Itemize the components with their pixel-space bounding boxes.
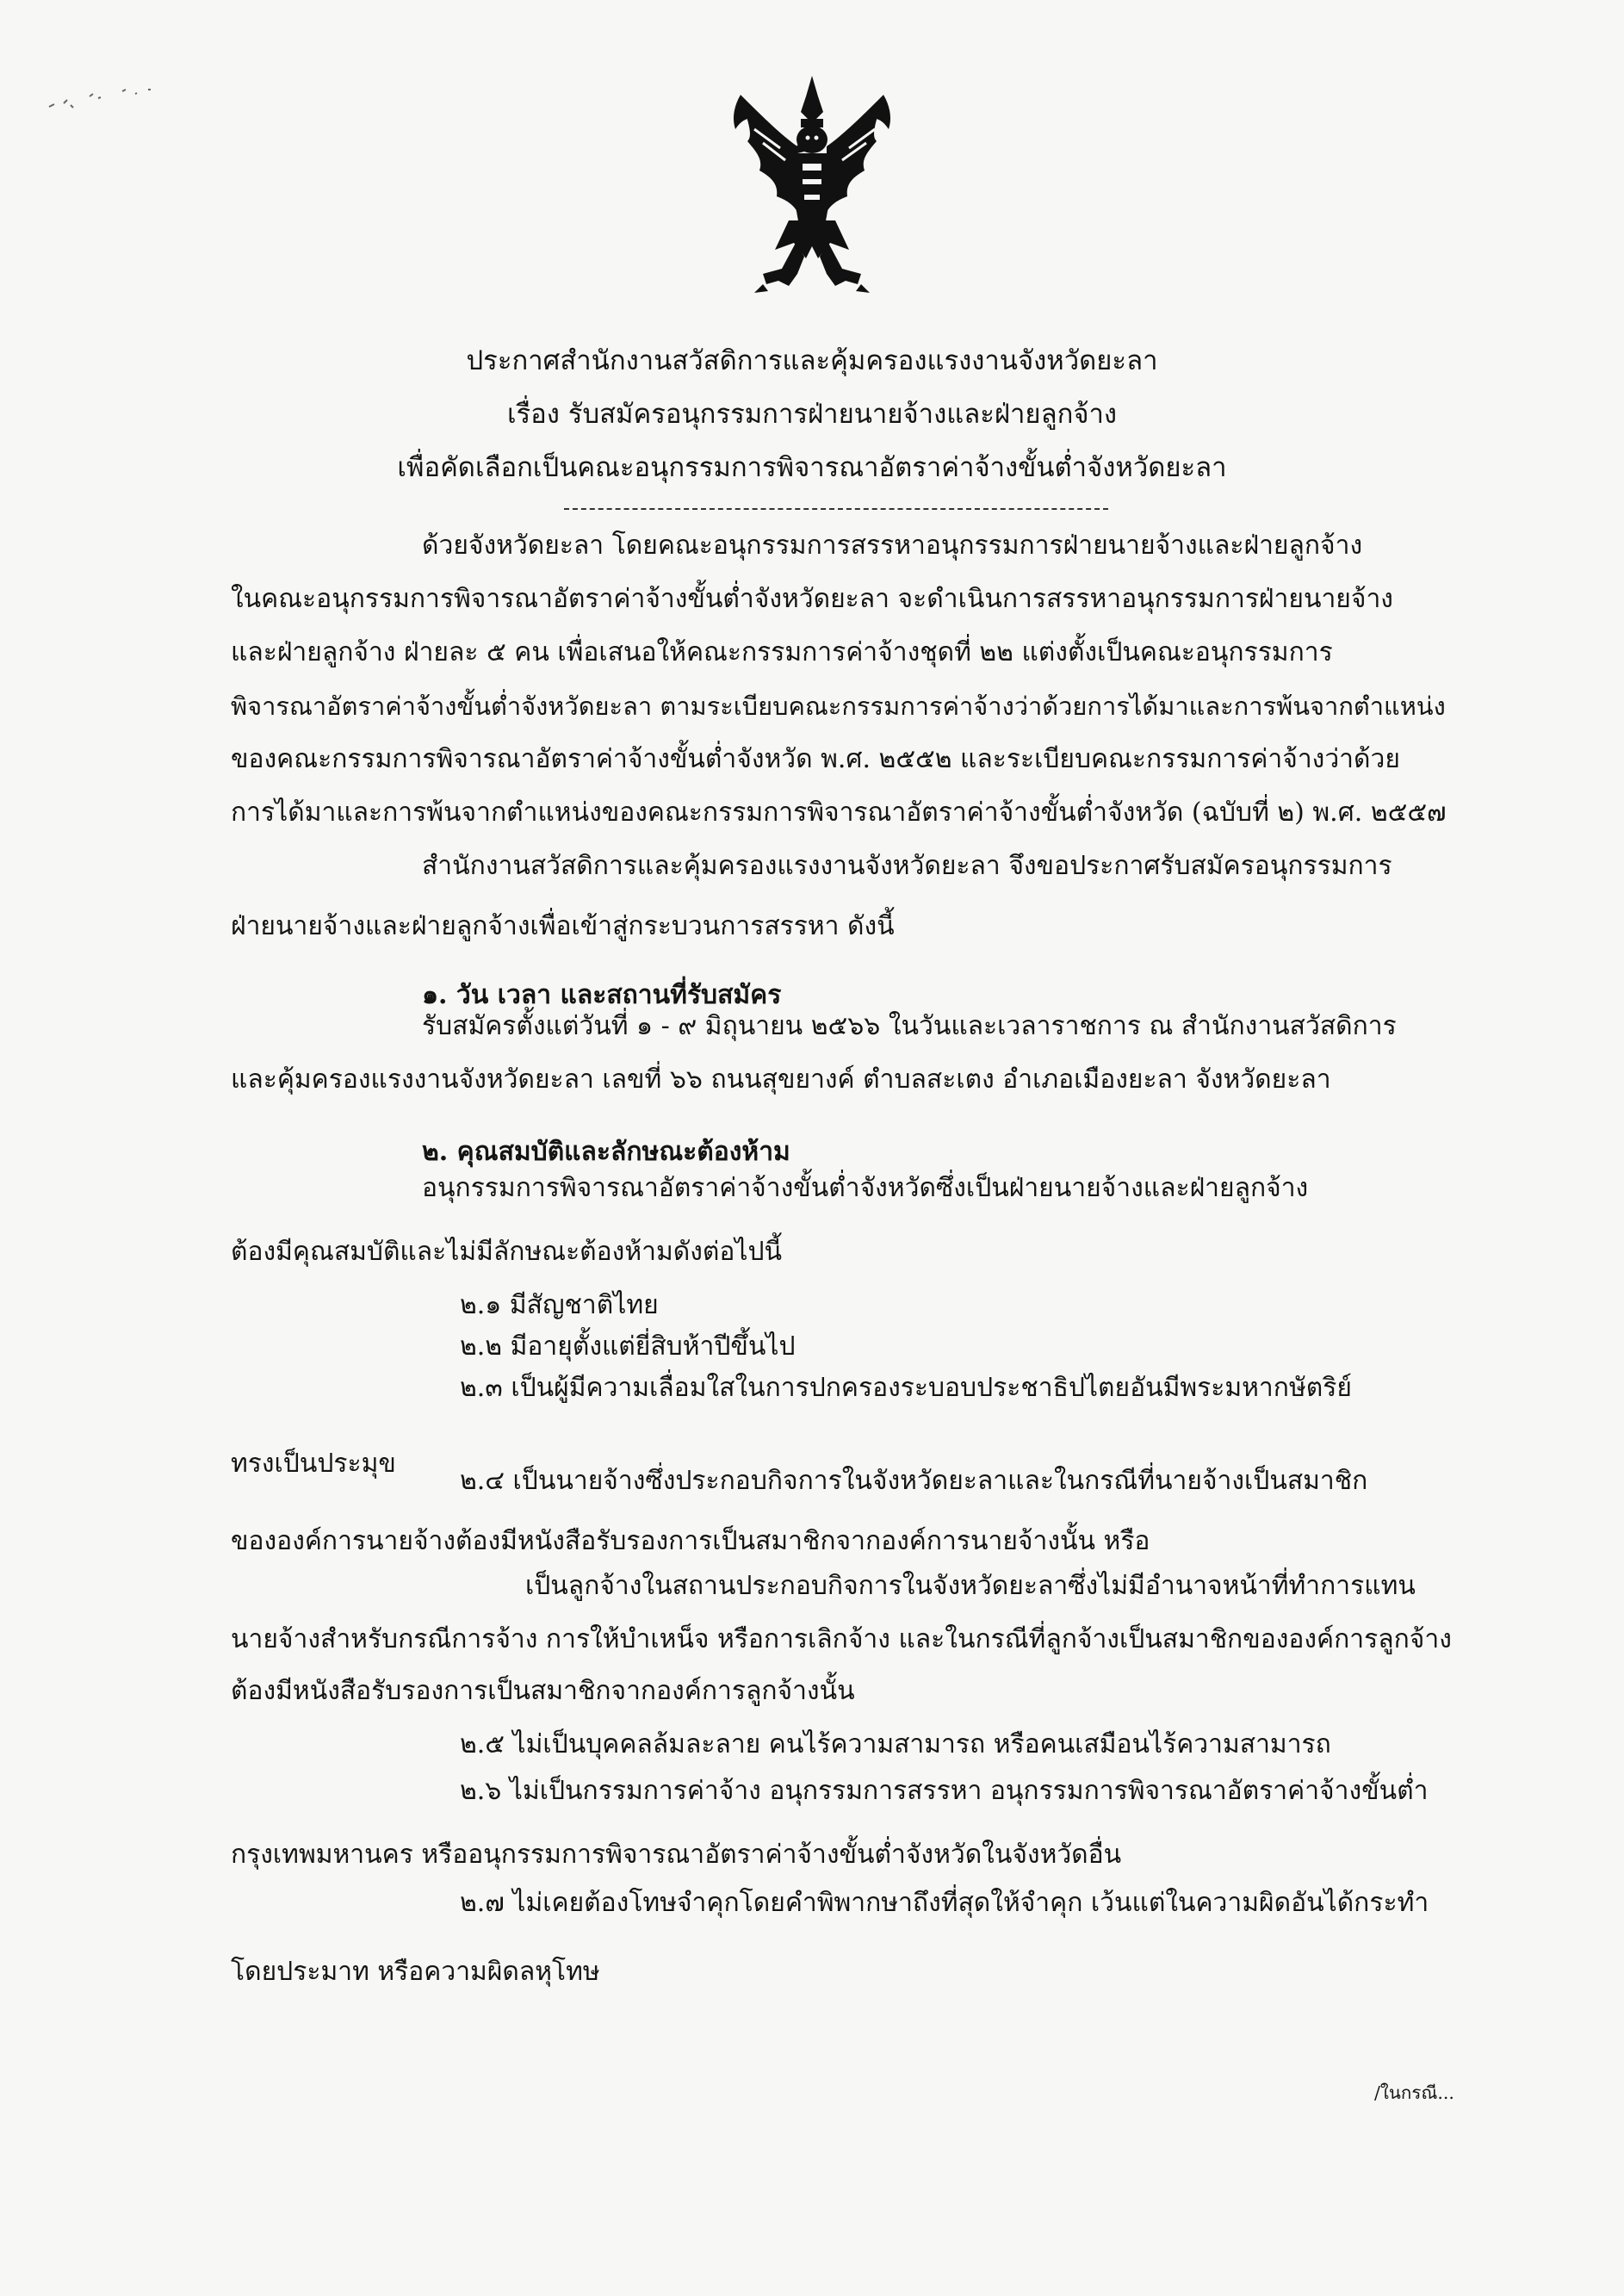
garuda-emblem-icon: [728, 74, 896, 300]
section-2-heading: ๒. คุณสมบัติและลักษณะต้องห้าม: [422, 1137, 790, 1167]
scan-speck-marks: [45, 86, 174, 121]
section-2-line-1: อนุกรรมการพิจารณาอัตราค่าจ้างขั้นต่ำจังหวัดซึ่งเป็นฝ่ายนายจ้างและฝ่ายลูกจ้าง: [422, 1173, 1309, 1203]
item-2-6-line-2: กรุงเทพมหานคร หรืออนุกรรมการพิจารณาอัตราค่าจ้างขั้นต่ำจังหวัดในจังหวัดอื่น: [231, 1840, 1122, 1870]
para1-line-6: การได้มาและการพ้นจากตำแหน่งของคณะกรรมการพิจารณาอัตราค่าจ้างขั้นต่ำจังหวัด (ฉบับที่ ๒) พ.ศ. ๒๕๕๗: [231, 797, 1447, 828]
item-2-1: ๒.๑ มีสัญชาติไทย: [460, 1290, 659, 1320]
dashed-divider: [564, 508, 1108, 510]
para1-line-3: และฝ่ายลูกจ้าง ฝ่ายละ ๕ คน เพื่อเสนอให้คณะกรรมการค่าจ้างชุดที่ ๒๒ แต่งตั้งเป็นคณะอนุกรรมการ: [231, 637, 1333, 667]
item-2-3: ๒.๓ เป็นผู้มีความเลื่อมใสในการปกครองระบอบประชาธิปไตยอันมีพระมหากษัตริย์: [460, 1373, 1352, 1403]
item-2-7-line-2: โดยประมาท หรือความผิดลหุโทษ: [231, 1957, 600, 1987]
para1-line-1: ด้วยจังหวัดยะลา โดยคณะอนุกรรมการสรรหาอนุกรรมการฝ่ายนายจ้างและฝ่ายลูกจ้าง: [422, 531, 1363, 561]
continuation-note: /ในกรณี...: [1374, 2082, 1454, 2103]
item-2-6: ๒.๖ ไม่เป็นกรรมการค่าจ้าง อนุกรรมการสรรหา อนุกรรมการพิจารณาอัตราค่าจ้างขั้นต่ำ: [460, 1776, 1429, 1806]
para2-line-1: สำนักงานสวัสดิการและคุ้มครองแรงงานจังหวัดยะลา จึงขอประกาศรับสมัครอนุกรรมการ: [422, 851, 1392, 881]
para1-line-5: ของคณะกรรมการพิจารณาอัตราค่าจ้างขั้นต่ำจังหวัด พ.ศ. ๒๕๕๒ และระเบียบคณะกรรมการค่าจ้างว่าด้วย: [231, 744, 1400, 774]
header-line-2: เรื่อง รับสมัครอนุกรรมการฝ่ายนายจ้างและฝ่ายลูกจ้าง: [506, 399, 1118, 430]
item-2-4-line-3: เป็นลูกจ้างในสถานประกอบกิจการในจังหวัดยะลาซึ่งไม่มีอำนาจหน้าที่ทำการแทน: [525, 1571, 1416, 1601]
item-2-7: ๒.๗ ไม่เคยต้องโทษจำคุกโดยคำพิพากษาถึงที่สุดให้จำคุก เว้นแต่ในความผิดอันได้กระทำ: [460, 1888, 1429, 1918]
para1-line-2: ในคณะอนุกรรมการพิจารณาอัตราค่าจ้างขั้นต่ำจังหวัดยะลา จะดำเนินการสรรหาอนุกรรมการฝ่ายนายจ้าง: [231, 584, 1393, 614]
item-2-2: ๒.๒ มีอายุตั้งแต่ยี่สิบห้าปีขึ้นไป: [460, 1331, 796, 1362]
header-line-1: ประกาศสำนักงานสวัสดิการและคุ้มครองแรงงานจังหวัดยะลา: [466, 345, 1158, 376]
item-2-5: ๒.๕ ไม่เป็นบุคคลล้มละลาย คนไร้ความสามารถ หรือคนเสมือนไร้ความสามารถ: [460, 1729, 1331, 1759]
section-1-heading: ๑. วัน เวลา และสถานที่รับสมัคร: [422, 980, 782, 1010]
section-2-line-2: ต้องมีคุณสมบัติและไม่มีลักษณะต้องห้ามดังต่อไปนี้: [231, 1237, 782, 1267]
item-2-4-line-4: นายจ้างสำหรับกรณีการจ้าง การให้บำเหน็จ หรือการเลิกจ้าง และในกรณีที่ลูกจ้างเป็นสมาชิกขององค์การลูกจ้าง: [231, 1624, 1452, 1654]
item-2-3-cont: ทรงเป็นประมุข: [231, 1449, 396, 1479]
item-2-4-line-5: ต้องมีหนังสือรับรองการเป็นสมาชิกจากองค์การลูกจ้างนั้น: [231, 1676, 855, 1706]
item-2-4-line-2: ขององค์การนายจ้างต้องมีหนังสือรับรองการเป็นสมาชิกจากองค์การนายจ้างนั้น หรือ: [231, 1526, 1150, 1556]
item-2-4: ๒.๔ เป็นนายจ้างซึ่งประกอบกิจการในจังหวัดยะลาและในกรณีที่นายจ้างเป็นสมาชิก: [460, 1466, 1368, 1496]
header-line-3: เพื่อคัดเลือกเป็นคณะอนุกรรมการพิจารณาอัตราค่าจ้างขั้นต่ำจังหวัดยะลา: [397, 452, 1227, 483]
section-1-line-1: รับสมัครตั้งแต่วันที่ ๑ - ๙ มิถุนายน ๒๕๖๖ ในวันและเวลาราชการ ณ สำนักงานสวัสดิการ: [422, 1011, 1397, 1041]
para2-line-2: ฝ่ายนายจ้างและฝ่ายลูกจ้างเพื่อเข้าสู่กระบวนการสรรหา ดังนี้: [231, 911, 895, 941]
section-1-line-2: และคุ้มครองแรงงานจังหวัดยะลา เลขที่ ๖๖ ถนนสุขยางค์ ตำบลสะเตง อำเภอเมืองยะลา จังหวัดยะลา: [231, 1064, 1331, 1095]
para1-line-4: พิจารณาอัตราค่าจ้างขั้นต่ำจังหวัดยะลา ตามระเบียบคณะกรรมการค่าจ้างว่าด้วยการได้มาและการพ้นจากตำแหน่ง: [231, 692, 1446, 721]
